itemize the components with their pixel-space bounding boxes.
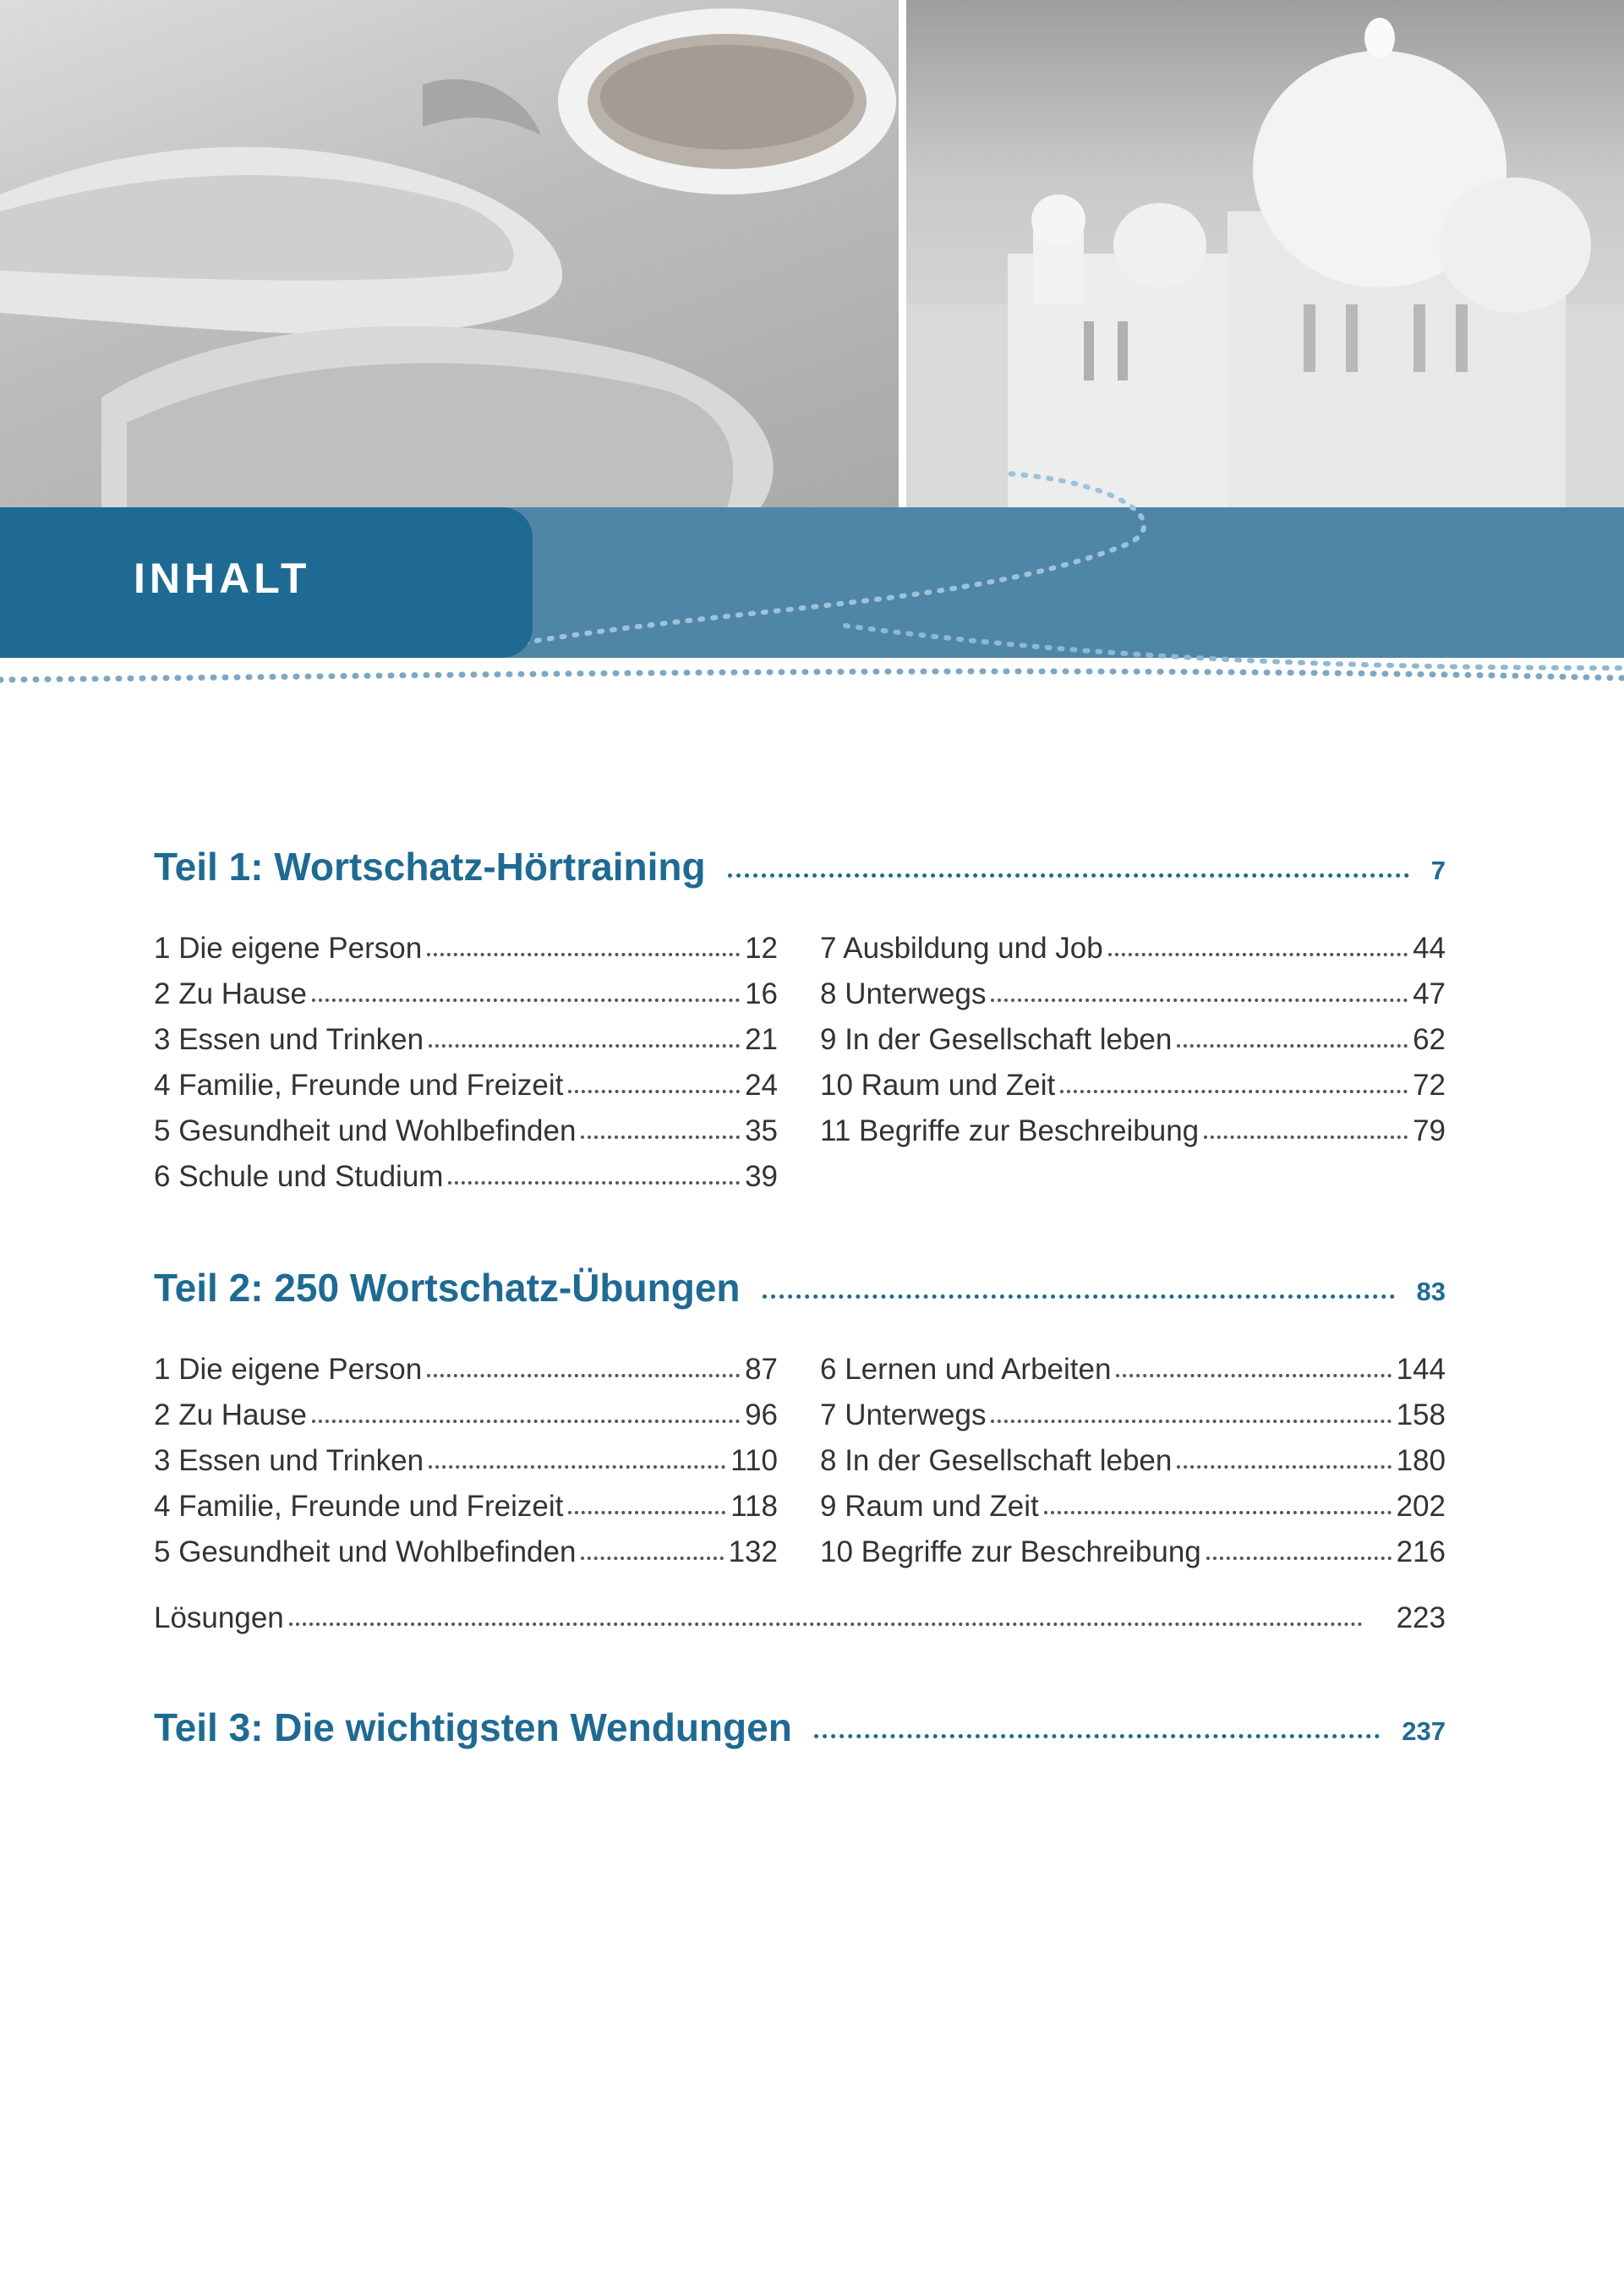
section-title: Teil 1: Wortschatz-Hörtraining: [154, 845, 706, 889]
entry-page: 47: [1413, 977, 1446, 1010]
entry-page: 24: [745, 1069, 778, 1102]
dot-leader: [1177, 1044, 1408, 1048]
entry-page: 96: [745, 1398, 778, 1431]
entry-page: 16: [745, 977, 778, 1010]
entry-page: 202: [1396, 1490, 1446, 1523]
dot-leader: [1206, 1557, 1392, 1560]
entry-label: 6 Schule und Studium: [154, 1160, 444, 1193]
section-heading[interactable]: [154, 835, 1446, 889]
dot-leader: [429, 1044, 740, 1048]
entry-page: 180: [1396, 1444, 1446, 1477]
dot-leader: [312, 999, 740, 1002]
entry-label: 3 Essen und Trinken: [154, 1444, 424, 1477]
toc-entry[interactable]: [820, 1387, 1446, 1432]
toc-entry[interactable]: [154, 1524, 778, 1569]
toc-column-left: [154, 920, 778, 1194]
entry-label: 3 Essen und Trinken: [154, 1023, 424, 1056]
section-heading[interactable]: [154, 1696, 1446, 1750]
entry-page: 35: [745, 1114, 778, 1147]
entry-label: 10 Raum und Zeit: [820, 1069, 1056, 1102]
entry-page: 39: [745, 1160, 778, 1193]
entry-label: Lösungen: [154, 1601, 284, 1634]
crepes-photo: [0, 0, 899, 507]
entry-label: 11 Begriffe zur Beschreibung: [820, 1114, 1200, 1147]
toc-entry[interactable]: [154, 1387, 778, 1432]
entry-page: 223: [1396, 1601, 1446, 1634]
entry-label: 2 Zu Hause: [154, 977, 307, 1010]
basilica-photo: [906, 0, 1624, 507]
entry-label: 7 Ausbildung und Job: [820, 932, 1103, 965]
toc-entry[interactable]: [154, 1432, 778, 1478]
dot-leader: [1108, 953, 1408, 956]
entry-page: 44: [1413, 932, 1446, 965]
toc-entry[interactable]: [820, 1432, 1446, 1478]
toc-column-left: [154, 1341, 778, 1569]
section-page: 7: [1430, 856, 1446, 885]
toc-entry[interactable]: [820, 1478, 1446, 1524]
section-title: Teil 3: Die wichtigsten Wendungen: [154, 1705, 792, 1749]
dot-leader: [991, 999, 1408, 1002]
toc-entry[interactable]: [154, 1103, 778, 1148]
entry-page: 132: [728, 1535, 778, 1568]
entry-label: 2 Zu Hause: [154, 1398, 307, 1431]
toc-entry[interactable]: [820, 1011, 1446, 1057]
header-photos: [0, 0, 1624, 507]
dot-leader: [289, 1623, 1363, 1626]
dot-leader: [1204, 1136, 1408, 1139]
toc-entry[interactable]: [820, 966, 1446, 1011]
toc-column-right: [820, 920, 1446, 1148]
toc-entry[interactable]: [820, 1103, 1446, 1148]
toc-entry[interactable]: [820, 1341, 1446, 1387]
dot-leader: [427, 953, 740, 956]
dot-leader: [1177, 1465, 1391, 1469]
entry-label: 7 Unterwegs: [820, 1398, 987, 1431]
entry-page: 110: [730, 1444, 778, 1477]
dot-leader: [763, 1294, 1395, 1299]
entry-label: 6 Lernen und Arbeiten: [820, 1353, 1112, 1386]
dot-leader: [1044, 1511, 1392, 1514]
entry-page: 87: [745, 1353, 778, 1386]
entry-label: 1 Die eigene Person: [154, 932, 423, 965]
entry-page: 144: [1396, 1353, 1446, 1386]
dot-leader: [312, 1420, 740, 1423]
dot-leader: [427, 1374, 740, 1377]
entry-page: 72: [1413, 1069, 1446, 1102]
toc-entry[interactable]: [154, 1341, 778, 1387]
entry-page: 21: [745, 1023, 778, 1056]
dot-leader: [568, 1090, 740, 1093]
toc-entry[interactable]: [154, 920, 778, 966]
entry-page: 12: [745, 932, 778, 965]
entry-page: 79: [1413, 1114, 1446, 1147]
toc-entry[interactable]: [820, 920, 1446, 966]
entry-page: 216: [1396, 1535, 1446, 1568]
dot-leader: [728, 873, 1409, 878]
section-heading[interactable]: [154, 1256, 1446, 1311]
entry-label: 8 In der Gesellschaft leben: [820, 1444, 1173, 1477]
entry-label: 9 Raum und Zeit: [820, 1490, 1039, 1523]
section-title: Teil 2: 250 Wortschatz-Übungen: [154, 1266, 741, 1310]
dot-leader: [991, 1420, 1391, 1423]
entry-label: 9 In der Gesellschaft leben: [820, 1023, 1173, 1056]
dot-leader: [448, 1181, 740, 1185]
entry-label: 8 Unterwegs: [820, 977, 987, 1010]
entry-page: 62: [1413, 1023, 1446, 1056]
toc-entry[interactable]: [820, 1524, 1446, 1569]
toc-solutions-row: [154, 1590, 1446, 1635]
dot-leader: [581, 1557, 723, 1560]
toc-entry[interactable]: [154, 1590, 1446, 1635]
dot-leader: [1060, 1090, 1408, 1093]
entry-label: 4 Familie, Freunde und Freizeit: [154, 1069, 564, 1102]
entry-label: 5 Gesundheit und Wohlbefinden: [154, 1535, 577, 1568]
toc-entry[interactable]: [154, 1478, 778, 1524]
dot-leader: [568, 1511, 725, 1514]
entry-page: 158: [1396, 1398, 1446, 1431]
page-title: INHALT: [134, 555, 311, 602]
entry-page: 118: [730, 1490, 778, 1523]
dot-leader: [581, 1136, 740, 1139]
entry-label: 5 Gesundheit und Wohlbefinden: [154, 1114, 577, 1147]
section-page: 237: [1402, 1716, 1446, 1746]
dotted-divider: [0, 668, 1624, 685]
toc-entry[interactable]: [154, 1011, 778, 1057]
toc-entry[interactable]: [154, 966, 778, 1011]
dot-leader: [429, 1465, 725, 1469]
toc-entry[interactable]: [154, 1057, 778, 1103]
toc-entry[interactable]: [820, 1057, 1446, 1103]
toc-entry[interactable]: [154, 1148, 778, 1194]
entry-label: 1 Die eigene Person: [154, 1353, 423, 1386]
section-page: 83: [1416, 1277, 1446, 1306]
entry-label: 4 Familie, Freunde und Freizeit: [154, 1490, 564, 1523]
dot-leader: [1116, 1374, 1391, 1377]
dot-leader: [814, 1734, 1380, 1738]
toc-column-right: [820, 1341, 1446, 1569]
entry-label: 10 Begriffe zur Beschreibung: [820, 1535, 1201, 1568]
